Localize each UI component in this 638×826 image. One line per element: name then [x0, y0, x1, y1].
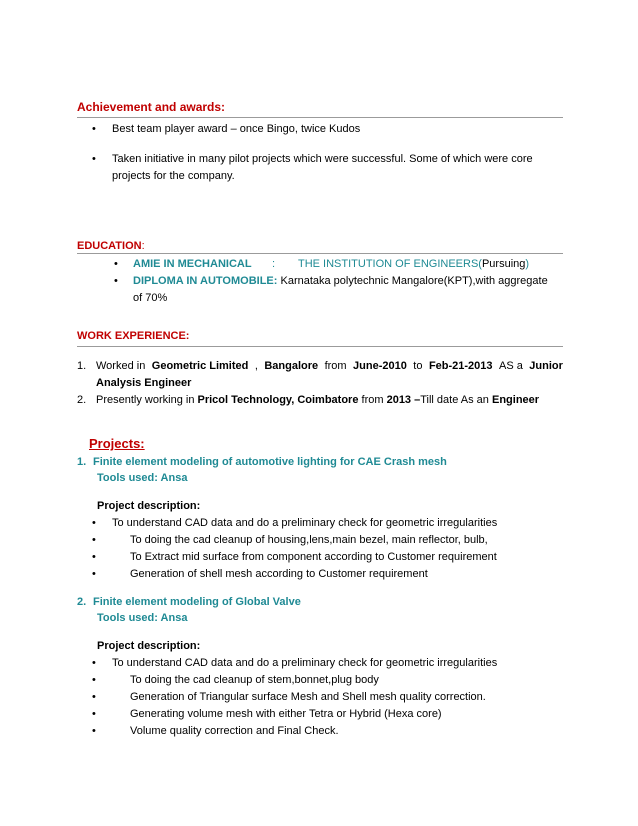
bullet-icon: •	[92, 691, 96, 703]
list-item-text: To Extract mid surface from component according to Customer requirement	[130, 551, 497, 563]
tools-used: Tools used: Ansa	[97, 612, 188, 624]
text: from	[324, 360, 347, 372]
bullet-icon: •	[92, 674, 96, 686]
list-item-continuation: of 70%	[133, 292, 168, 304]
paren-close: )	[525, 258, 530, 270]
list-item-text: To doing the cad cleanup of housing,lens,main bezel, main reflector, bulb,	[130, 534, 488, 546]
education-heading-colon: :	[141, 240, 145, 252]
start-date: 2013 –	[386, 394, 421, 406]
bullet-icon: •	[114, 258, 118, 270]
city: Bangalore	[264, 360, 319, 372]
text: Till date As an	[420, 394, 492, 406]
divider	[77, 253, 563, 254]
degree: DIPLOMA IN AUTOMOBILE:	[133, 275, 278, 287]
list-item-text: Volume quality correction and Final Check.	[130, 725, 339, 737]
role: Engineer	[491, 394, 540, 406]
work-item-1	[77, 358, 563, 392]
list-item	[114, 256, 529, 273]
work-item-2	[77, 392, 539, 409]
list-item-text: Generation of shell mesh according to Customer requirement	[130, 568, 428, 580]
text: Presently working in	[96, 394, 198, 406]
text: from	[358, 394, 387, 406]
list-item	[114, 273, 548, 290]
degree: AMIE IN MECHANICAL	[133, 258, 252, 270]
text: ,	[254, 360, 258, 372]
paren-open: (	[478, 258, 482, 270]
bullet-icon: •	[92, 517, 96, 529]
divider	[77, 117, 563, 118]
bullet-icon: •	[114, 275, 118, 287]
project-title	[77, 456, 447, 468]
list-item-text: Generating volume mesh with either Tetra or Hybrid (Hexa core)	[130, 708, 442, 720]
bullet-icon: •	[92, 708, 96, 720]
list-item-text: Taken initiative in many pilot projects which were successful. Some of which were core	[112, 153, 533, 165]
project-title	[77, 596, 301, 608]
work-item-number: 1.	[77, 360, 87, 372]
list-item-text: Generation of Triangular surface Mesh and Shell mesh quality correction.	[130, 691, 486, 703]
list-item	[92, 515, 497, 532]
role: Junior	[529, 360, 563, 372]
education-heading-text: EDUCATION	[77, 240, 142, 252]
list-item	[92, 151, 533, 168]
institute: THE INSTITUTION OF ENGINEERS	[298, 258, 479, 270]
project-description-label: Project description:	[97, 640, 201, 652]
education-heading	[77, 240, 145, 252]
work-item-line	[96, 358, 563, 375]
separator: :	[272, 258, 276, 270]
bullet-icon: •	[92, 153, 96, 165]
text: AS a	[498, 360, 523, 372]
list-item-text: To doing the cad cleanup of stem,bonnet,plug body	[130, 674, 379, 686]
work-item-number: 2.	[77, 394, 87, 406]
company: Geometric Limited	[151, 360, 249, 372]
project-description-label: Project description:	[97, 500, 201, 512]
list-item	[92, 566, 428, 583]
project-number: 2.	[77, 596, 87, 608]
project-title-text: Finite element modeling of automotive lighting for CAE Crash mesh	[93, 456, 447, 468]
project-number: 1.	[77, 456, 87, 468]
company: Pricol Technology, Coimbatore	[197, 394, 359, 406]
list-item	[92, 549, 497, 566]
list-item	[92, 689, 486, 706]
text: Worked in	[96, 360, 146, 372]
institute: Karnataka polytechnic Mangalore(KPT),with aggregate	[280, 275, 548, 287]
list-item	[92, 723, 339, 740]
tools-used: Tools used: Ansa	[97, 472, 188, 484]
list-item-text: To understand CAD data and do a preliminary check for geometric irregularities	[112, 517, 498, 529]
note: Pursuing	[481, 258, 526, 270]
bullet-icon: •	[92, 534, 96, 546]
list-item-text: Best team player award – once Bingo, twice Kudos	[112, 123, 361, 135]
work-heading: WORK EXPERIENCE:	[77, 330, 190, 342]
list-item	[92, 672, 379, 689]
role-continuation: Analysis Engineer	[96, 377, 192, 389]
bullet-icon: •	[92, 657, 96, 669]
bullet-icon: •	[92, 123, 96, 135]
text: to	[413, 360, 423, 372]
list-item	[92, 532, 488, 549]
bullet-icon: •	[92, 551, 96, 563]
achievements-heading: Achievement and awards:	[77, 100, 226, 114]
divider	[77, 346, 563, 347]
bullet-icon: •	[92, 568, 96, 580]
list-item	[92, 706, 442, 723]
list-item-text: To understand CAD data and do a preliminary check for geometric irregularities	[112, 657, 498, 669]
list-item	[92, 655, 497, 672]
bullet-icon: •	[92, 725, 96, 737]
projects-heading: Projects:	[89, 436, 145, 451]
project-title-text: Finite element modeling of Global Valve	[93, 596, 301, 608]
list-item-continuation: projects for the company.	[112, 170, 235, 182]
end-date: Feb-21-2013	[428, 360, 493, 372]
list-item	[92, 121, 360, 138]
start-date: June-2010	[353, 360, 407, 372]
